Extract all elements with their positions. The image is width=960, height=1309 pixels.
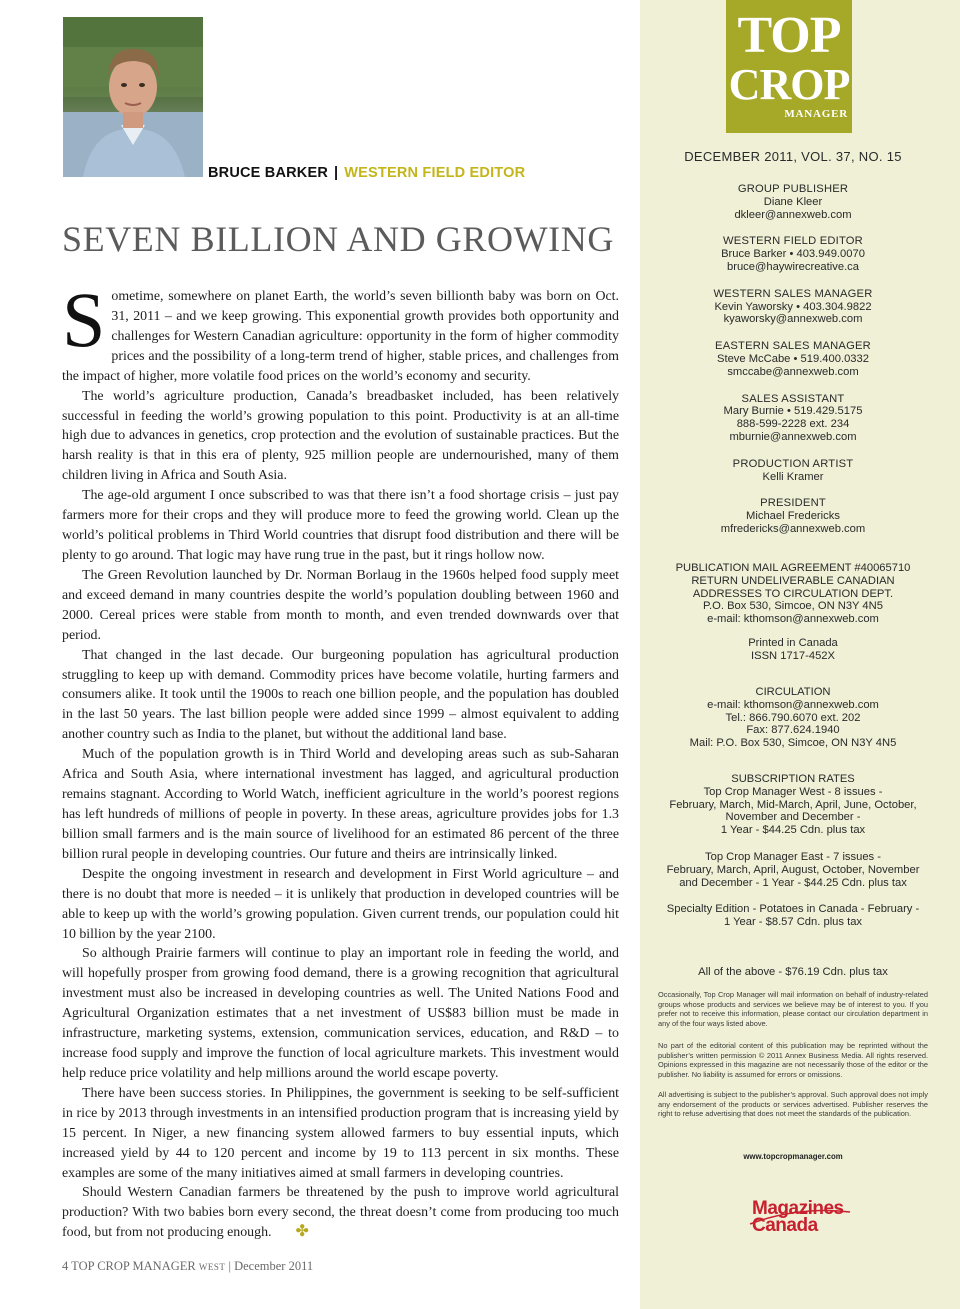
- masthead-western-field-editor: WESTERN FIELD EDITOR Bruce Barker • 403.949.0070 bruce@haywirecreative.ca: [721, 235, 865, 273]
- logo-line-crop: CROP: [728, 60, 850, 109]
- subscription-east: Top Crop Manager East - 7 issues - February, March, April, August, October, November and December - 1 Year - $44.25 Cdn. plus tax: [666, 850, 920, 889]
- maple-leaf-icon: ✤: [295, 1223, 309, 1241]
- all-above-rate: All of the above - $76.19 Cdn. plus tax: [698, 966, 888, 978]
- author-name: BRUCE BARKER: [208, 165, 329, 181]
- author-portrait-image: [63, 17, 203, 177]
- magazines-canada-line1: Magazines: [752, 1198, 844, 1219]
- masthead-president: PRESIDENT Michael Fredericks mfredericks@annexweb.com: [720, 497, 866, 535]
- footer-magazine-name: TOP CROP MANAGER: [71, 1259, 196, 1273]
- page-number: 4: [62, 1259, 69, 1273]
- article-paragraph-9: There have been success stories. In Philippines, the government is seeking to be self-sufficient in rice by 2013 through investments in an intensified production program that is increasing yield by 15 percent. In Niger, a new financing system allowed farmers to buy essential inputs, which increased yield by 44 to 120 percent and income by 19 to 113 percent in six months. These examples are some of the many initiatives aimed at small farmers in developing countries.: [62, 1085, 619, 1181]
- masthead-production-artist: PRODUCTION ARTIST Kelli Kramer: [732, 457, 854, 483]
- circulation-info: CIRCULATION e-mail: kthomson@annexweb.com Tel.: 866.790.6070 ext. 202 Fax: 877.624.1940 Mail: P.O. Box 530, Simcoe, ON N3Y 4N5: [689, 686, 897, 750]
- article-paragraph-6: Much of the population growth is in Third World and developing areas such as sub-Saharan Africa and South Asia, where international investment has lagged, and agricultural production remains stagnant. According to World Watch, inefficient agriculture in the world’s poorest regions has left hundreds of millions of people in poverty. In these areas, agriculture provides jobs for 1.3 billion small farmers and is the main source of livelihood for an estimated 86 percent of the three billion rural people in developing countries. Our future and theirs are intrinsically linked.: [62, 747, 619, 862]
- subscription-rates: [652, 773, 934, 943]
- page-footer: [62, 1259, 313, 1274]
- fine-print-copyright: No part of the editorial content of this publication may be reprinted without the publisher’s written permission © 2011 Annex Business Media. All rights reserved. Opinions expressed in this magazine are not necessarily those of the editor or the publisher. No liability is assumed for errors or omissions.: [658, 1041, 928, 1079]
- masthead-western-sales-manager: WESTERN SALES MANAGER Kevin Yaworsky • 403.304.9822 kyaworsky@annexweb.com: [713, 287, 873, 326]
- logo-line-manager: MANAGER: [784, 108, 848, 120]
- subscription-specialty: Specialty Edition - Potatoes in Canada - February - 1 Year - $8.57 Cdn. plus tax: [666, 903, 920, 929]
- footer-date: December 2011: [234, 1259, 314, 1273]
- subscription-west: SUBSCRIPTION RATES Top Crop Manager West - 8 issues - February, March, Mid-March, April, June, October, November and December - 1 Year - $44.25 Cdn. plus tax: [669, 773, 917, 837]
- printed-info: Printed in Canada ISSN 1717-452X: [748, 637, 838, 662]
- author-role: WESTERN FIELD EDITOR: [344, 165, 526, 181]
- magazines-canada-line2: Canada: [752, 1215, 818, 1236]
- footer-separator: |: [228, 1259, 231, 1273]
- logo-line-top: TOP: [737, 7, 841, 64]
- byline: [208, 165, 525, 181]
- article-paragraph-2: The world’s agriculture production, Canada’s breadbasket included, has been relatively successful in feeding the world’s growing population to this point. Productivity is at an all-time high due to advances in genetics, crop protection and the evolution of sustainable practices. But the harsh reality is that in this era of plenty, 925 million people are undernourished, many of them children living in Africa and South Asia.: [62, 388, 619, 484]
- publication-mail-agreement: PUBLICATION MAIL AGREEMENT #40065710 RETURN UNDELIVERABLE CANADIAN ADDRESSES TO CIRCULATION DEPT. P.O. Box 530, Simcoe, ON N3Y 4N5 e-mail: kthomson@annexweb.com: [675, 562, 911, 626]
- article-paragraph-8: So although Prairie farmers will continue to play an important role in feeding the world, and will hopefully prosper from growing food demand, there is a growing recognition that agricultural investment must also be increased in developing countries as well. The United Nations Food and Agricultural Organization estimates that a net investment of US$83 billion must be made in infrastructure, marketing systems, extension, communication services, education, and R&D – to increase food supply and improve the function of local agriculture markets. This investment would help reduce price volatility and help millions around the world escape poverty.: [62, 946, 619, 1081]
- article-paragraph-1: Sometime, somewhere on planet Earth, the world’s seven billionth baby was born on Oct. 31, 2011 – and we keep growing. This exponential growth provides both opportunity and challenges for Western Canadian agriculture: opportunity in the form of higher commodity prices and the possibility of a long-term trend of higher, stable prices, and challenges from the impact of higher, more volatile food prices on the world’s economy and security.: [62, 276, 619, 384]
- website-link[interactable]: www.topcropmanager.com: [743, 1152, 843, 1161]
- article-paragraph-10: Should Western Canadian farmers be threatened by the push to improve world agricultural production? With two babies born every second, the threat doesn’t come from producing too much food, but from not producing enough. ✤: [62, 1185, 619, 1241]
- fine-print-advertising: All advertising is subject to the publisher’s approval. Such approval does not imply any endorsement of the products or services advertised. Publisher reserves the right to refuse advertising that does not meet the standards of the publication.: [658, 1090, 928, 1119]
- article-body: [62, 276, 619, 1243]
- fine-print-mailing: Occasionally, Top Crop Manager will mail information on behalf of industry-related groups whose products and services we believe may be of interest to you. If you prefer not to receive this information, please contact our circulation department in any of the four ways listed above.: [658, 990, 928, 1028]
- article-headline: SEVEN BILLION AND GROWING: [62, 219, 614, 259]
- article-paragraph-4: The Green Revolution launched by Dr. Norman Borlaug in the 1960s helped food supply meet and exceed demand in many countries despite the world’s population doubling between 1960 and 2000. Cereal prices were stable from month to month, and even trended downwards over that period.: [62, 567, 619, 643]
- masthead-list: [652, 183, 934, 550]
- masthead-group-publisher: GROUP PUBLISHER Diane Kleer dkleer@annexweb.com: [734, 183, 852, 221]
- issue-info: DECEMBER 2011, VOL. 37, NO. 15: [684, 149, 902, 164]
- author-photo: [63, 17, 203, 177]
- article-paragraph-7: Despite the ongoing investment in research and development in First World agriculture – and there is no doubt that more is needed – it is unlikely that production in developed countries will be able to keep up with the world’s growing population. Given current trends, our population could hit 10 billion by the year 2100.: [62, 866, 619, 942]
- footer-edition: WEST: [198, 1262, 226, 1272]
- article-paragraph-5: That changed in the last decade. Our burgeoning population has agricultural production struggling to keep up with demand. Commodity prices have become volatile, hurting farmers and consumers alike. It took until the 1900s to reach one billion people, and the population has doubled in the last 50 years. The last billion people were added since 1999 – almost equivalent to adding another country such as India to the planet, but without the additional land base.: [62, 647, 619, 743]
- article-paragraph-3: The age-old argument I once subscribed to was that there isn’t a food shortage crisis – just pay farmers more for their crops and they will produce more to feed the growing world. Clean up the world’s political problems in Third World countries that disrupt food distribution and there will be plenty to go around. That logic may have rung true in the past, but it rings hollow now.: [62, 488, 619, 563]
- byline-separator: |: [334, 165, 339, 181]
- top-crop-manager-logo: [726, 0, 852, 133]
- drop-cap: S: [62, 276, 106, 363]
- magazines-canada-logo: [748, 1198, 852, 1242]
- masthead-sales-assistant: SALES ASSISTANT Mary Burnie • 519.429.5175 888-599-2228 ext. 234 mburnie@annexweb.com: [723, 392, 863, 443]
- masthead-eastern-sales-manager: EASTERN SALES MANAGER Steve McCabe • 519.400.0332 smccabe@annexweb.com: [715, 340, 871, 378]
